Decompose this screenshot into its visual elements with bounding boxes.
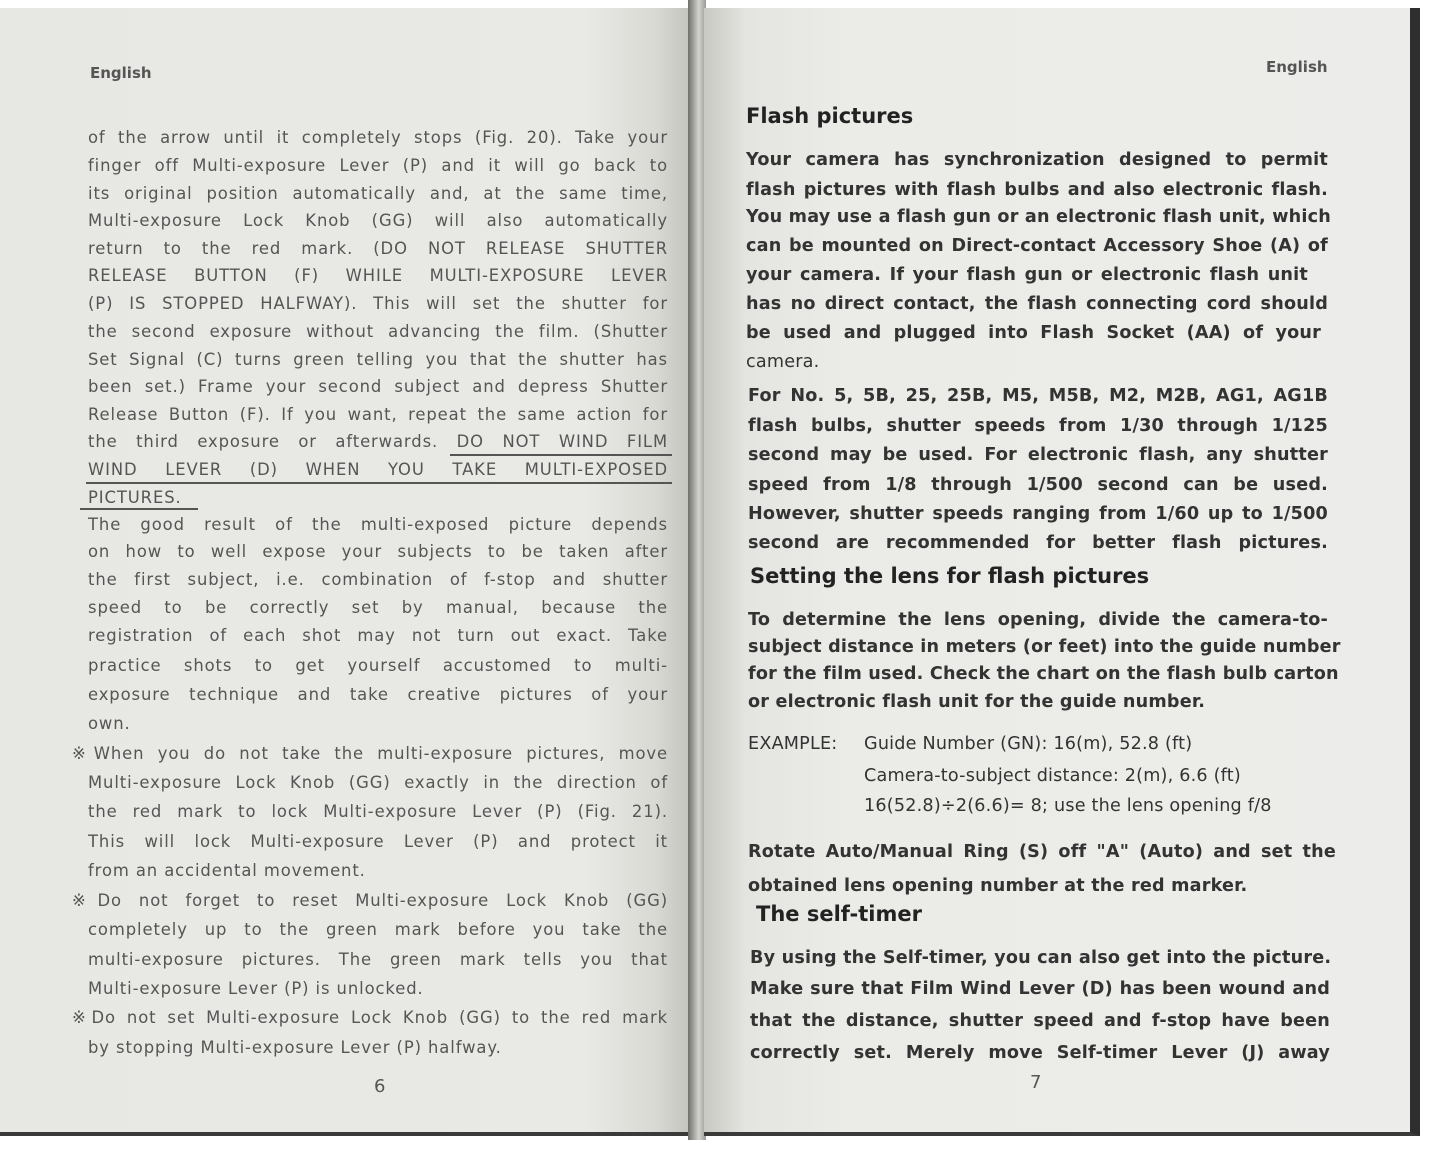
left-line-14: PICTURES. (88, 488, 182, 507)
example-line-2: Camera-to-subject distance: 2(m), 6.6 (ft) (864, 766, 1241, 786)
flash-line-11: second may be used. For electronic flash, any shutter (748, 445, 1328, 465)
left-line-31: Multi-exposure Lever (P) is unlocked. (88, 979, 424, 998)
left-line-20: practice shots to get yourself accustomed to multi- (88, 656, 668, 675)
underline-rule-2 (86, 482, 672, 484)
timer-line-1: By using the Self-timer, you can also get into the picture. (750, 948, 1332, 968)
left-line-13: WIND LEVER (D) WHEN YOU TAKE MULTI-EXPOSED (88, 460, 668, 479)
left-line-1: of the arrow until it completely stops (Fig. 20). Take your (88, 128, 668, 147)
rotate-line-2: obtained lens opening number at the red marker. (748, 876, 1248, 896)
left-line-9: Set Signal (C) turns green telling you that the shutter has (88, 350, 668, 369)
left-line-2: finger off Multi-exposure Lever (P) and it will go back to (88, 156, 668, 175)
rotate-line-1: Rotate Auto/Manual Ring (S) off "A" (Auto) and set the (748, 842, 1336, 862)
left-line-18: speed to be correctly set by manual, because the (88, 598, 668, 617)
left-line-12: the third exposure or afterwards. DO NOT WIND FILM (88, 432, 668, 451)
left-line-4: Multi-exposure Lock Knob (GG) will also automatically (88, 211, 668, 230)
left-line-25: the red mark to lock Multi-exposure Lever (P) (Fig. 21). (88, 802, 668, 821)
left-line-23: ※When you do not take the multi-exposure pictures, move (72, 744, 668, 763)
left-line-8: the second exposure without advancing the film. (Shutter (88, 322, 668, 341)
flash-line-1: Your camera has synchronization designed to permit (746, 150, 1328, 170)
left-line-3: its original position automatically and, at the same time, (88, 184, 668, 203)
left-line-17: the first subject, i.e. combination of f-stop and shutter (88, 570, 668, 589)
right-page-number: 7 (1030, 1072, 1042, 1093)
timer-line-3: that the distance, shutter speed and f-stop have been (750, 1011, 1330, 1031)
left-line-5: return to the red mark. (DO NOT RELEASE SHUTTER (88, 239, 668, 258)
left-page-header: English (90, 64, 152, 82)
flash-line-8: camera. (746, 352, 820, 372)
left-line-7: (P) IS STOPPED HALFWAY). This will set the shutter for (88, 294, 668, 313)
left-line-26: This will lock Multi-exposure Lever (P) and protect it (88, 832, 668, 851)
timer-line-2: Make sure that Film Wind Lever (D) has been wound and (750, 979, 1330, 999)
left-line-15: The good result of the multi-exposed picture depends (88, 515, 668, 534)
flash-line-9: For No. 5, 5B, 25, 25B, M5, M5B, M2, M2B, AG1, AG1B (748, 386, 1328, 406)
underline-rule-1 (450, 454, 672, 456)
left-line-24: Multi-exposure Lock Knob (GG) exactly in the direction of (88, 773, 668, 792)
example-label: EXAMPLE: (748, 734, 838, 754)
heading-setting-lens: Setting the lens for flash pictures (750, 564, 1150, 588)
left-line-11: Release Button (F). If you want, repeat the same action for (88, 405, 668, 424)
left-line-33: by stopping Multi-exposure Lever (P) halfway. (88, 1038, 502, 1057)
left-line-22: own. (88, 714, 131, 733)
example-line-1: Guide Number (GN): 16(m), 52.8 (ft) (864, 734, 1193, 754)
left-line-27: from an accidental movement. (88, 861, 366, 880)
heading-self-timer: The self-timer (756, 902, 922, 926)
left-line-19: registration of each shot may not turn out exact. Take (88, 626, 668, 645)
left-line-10: been set.) Frame your second subject and depress Shutter (88, 377, 668, 396)
lens-line-2: subject distance in meters (or feet) into the guide number (748, 637, 1341, 657)
example-line-3: 16(52.8)÷2(6.6)= 8; use the lens opening f/8 (864, 796, 1272, 816)
right-page-header: English (1266, 58, 1328, 76)
heading-flash-pictures: Flash pictures (746, 104, 914, 128)
flash-line-4: can be mounted on Direct-contact Accessory Shoe (A) of (746, 236, 1328, 256)
flash-line-5: your camera. If your flash gun or electronic flash unit (746, 265, 1308, 285)
left-line-16: on how to well expose your subjects to be taken after (88, 542, 668, 561)
left-line-30: multi-exposure pictures. The green mark tells you that (88, 950, 668, 969)
flash-line-12: speed from 1/8 through 1/500 second can be used. (748, 475, 1328, 495)
left-line-28: ※Do not forget to reset Multi-exposure Lock Knob (GG) (72, 891, 668, 910)
flash-line-10: flash bulbs, shutter speeds from 1/30 through 1/125 (748, 416, 1328, 436)
flash-line-7: be used and plugged into Flash Socket (AA) of your (746, 323, 1321, 343)
lens-line-3: for the film used. Check the chart on the flash bulb carton (748, 664, 1339, 684)
underline-rule-3 (80, 508, 198, 510)
flash-line-14: second are recommended for better flash pictures. (748, 533, 1328, 553)
flash-line-2: flash pictures with flash bulbs and also electronic flash. (746, 180, 1328, 200)
left-line-6: RELEASE BUTTON (F) WHILE MULTI-EXPOSURE LEVER (88, 266, 668, 285)
lens-line-4: or electronic flash unit for the guide number. (748, 692, 1206, 712)
timer-line-4: correctly set. Merely move Self-timer Lever (J) away (750, 1043, 1330, 1063)
left-line-21: exposure technique and take creative pictures of your (88, 685, 668, 704)
left-page-number: 6 (374, 1076, 386, 1097)
left-line-29: completely up to the green mark before you take the (88, 920, 668, 939)
right-page (704, 8, 1420, 1136)
left-line-32: ※Do not set Multi-exposure Lock Knob (GG) to the red mark (72, 1008, 668, 1027)
lens-line-1: To determine the lens opening, divide the camera-to- (748, 610, 1328, 630)
flash-line-13: However, shutter speeds ranging from 1/60 up to 1/500 (748, 504, 1328, 524)
left-page (0, 8, 690, 1136)
flash-line-6: has no direct contact, the flash connecting cord should (746, 294, 1328, 314)
flash-line-3: You may use a flash gun or an electronic flash unit, which (746, 207, 1331, 227)
